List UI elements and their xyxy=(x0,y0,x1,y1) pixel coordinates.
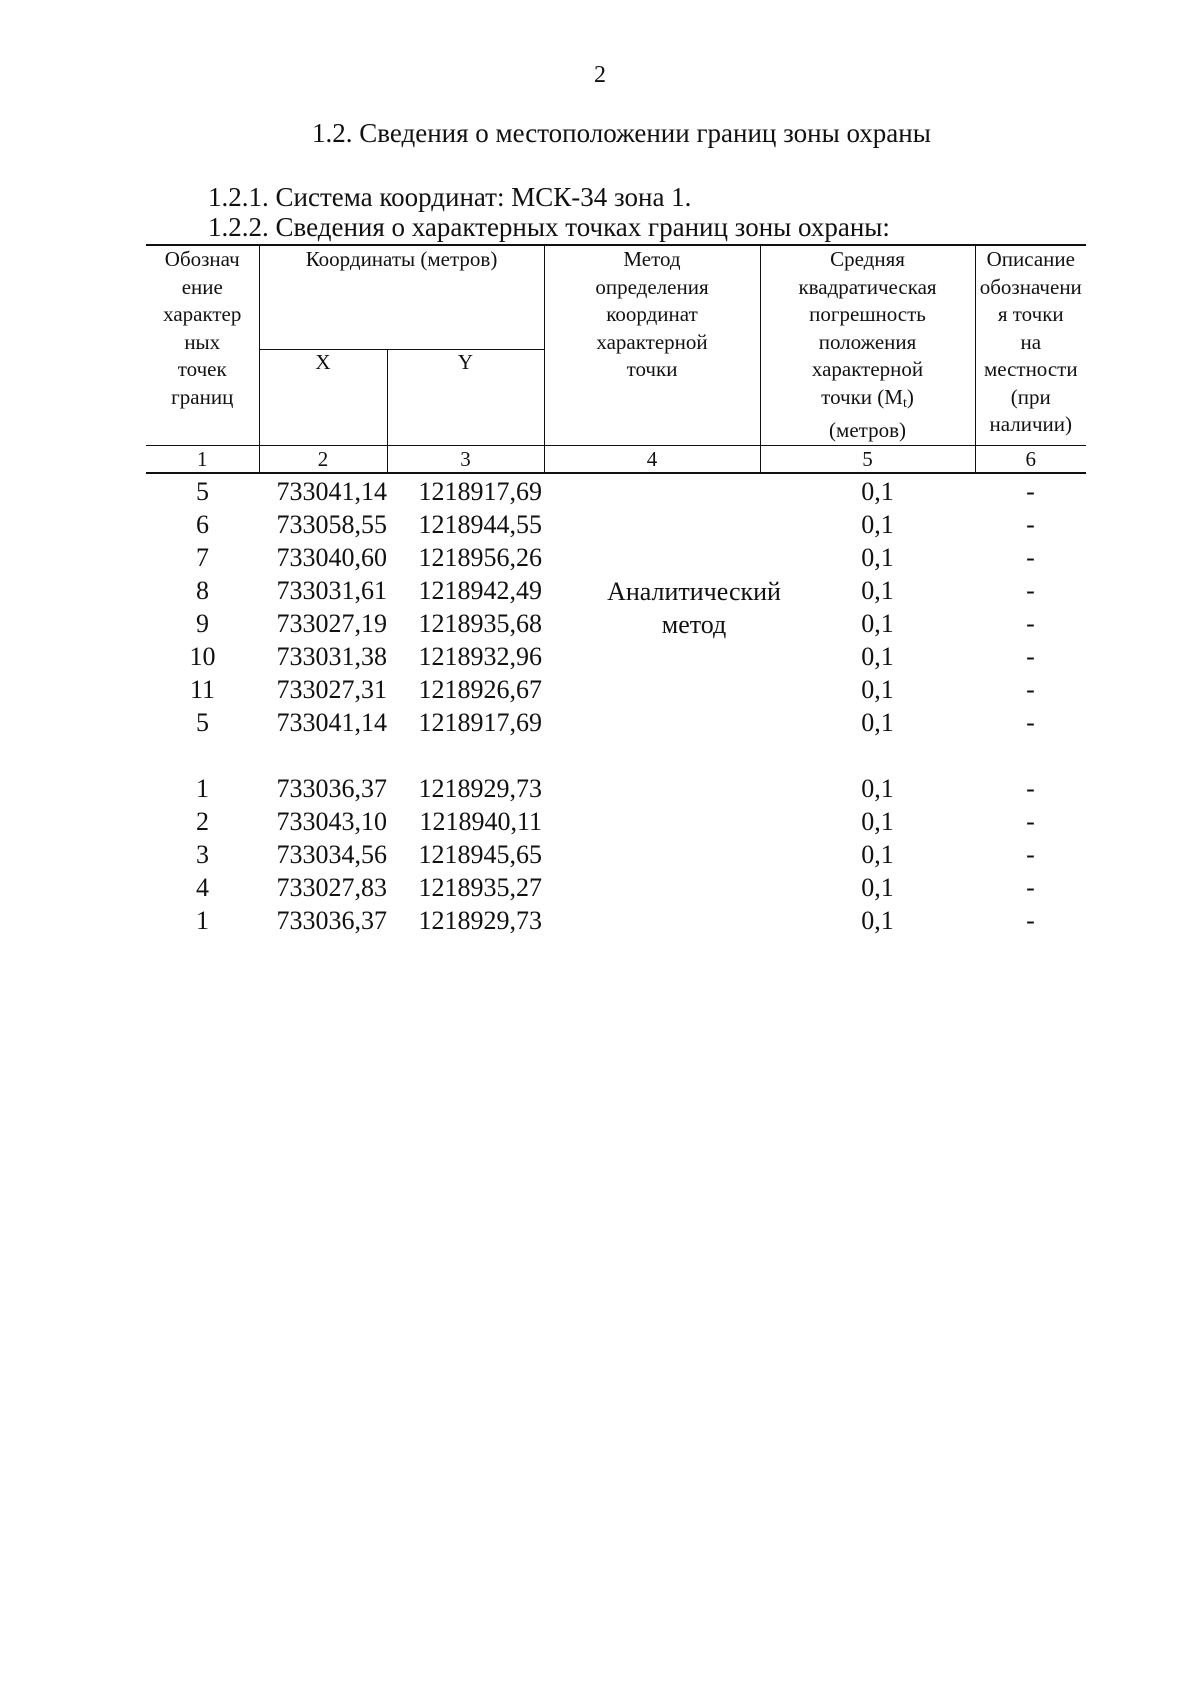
point-number: 5 xyxy=(196,708,209,737)
page-number: 2 xyxy=(594,62,606,88)
point-number: 1 xyxy=(196,906,209,935)
point-number: 4 xyxy=(196,873,209,902)
coord-x: 733027,31 xyxy=(276,675,387,704)
coord-y: 1218935,27 xyxy=(418,873,543,902)
point-description: - xyxy=(1026,675,1035,704)
coord-y: 1218956,26 xyxy=(418,543,543,572)
coord-x: 733058,55 xyxy=(276,510,387,539)
point-description: - xyxy=(1026,477,1035,506)
mean-square-error: 0,1 xyxy=(861,609,894,638)
point-description: - xyxy=(1026,642,1035,671)
mean-square-error: 0,1 xyxy=(861,807,894,836)
coord-y: 1218917,69 xyxy=(418,477,543,506)
coord-x: 733027,83 xyxy=(276,873,387,902)
coord-y: 1218926,67 xyxy=(418,675,543,704)
mean-square-error: 0,1 xyxy=(861,642,894,671)
header-x: X xyxy=(259,350,387,445)
mean-square-error: 0,1 xyxy=(861,774,894,803)
mean-square-error: 0,1 xyxy=(861,840,894,869)
table-row xyxy=(146,905,1086,938)
coord-x: 733031,61 xyxy=(276,576,387,605)
coord-y: 1218917,69 xyxy=(418,708,543,737)
table-row xyxy=(146,806,1086,839)
coord-x: 733040,60 xyxy=(276,543,387,572)
coord-x: 733036,37 xyxy=(276,774,387,803)
mean-square-error: 0,1 xyxy=(861,477,894,506)
point-number: 9 xyxy=(196,609,209,638)
point-number: 10 xyxy=(189,642,216,671)
coord-x: 733027,19 xyxy=(276,609,387,638)
table-row xyxy=(146,839,1086,872)
point-number: 3 xyxy=(196,840,209,869)
mean-square-error: 0,1 xyxy=(861,873,894,902)
points-heading: 1.2.2. Сведения о характерных точках границ зоны охраны: xyxy=(208,212,890,242)
point-number: 1 xyxy=(196,774,209,803)
coord-y: 1218929,73 xyxy=(418,906,543,935)
header-coordinates: Координаты (метров) xyxy=(259,245,544,350)
table-row xyxy=(146,473,1086,509)
header-method: Метод определения координат характерной точки xyxy=(544,245,760,445)
point-description: - xyxy=(1026,708,1035,737)
point-description: - xyxy=(1026,510,1035,539)
point-number: 11 xyxy=(189,675,216,704)
coordinate-system-line: 1.2.1. Система координат: МСК-34 зона 1. xyxy=(208,182,692,212)
header-designation: Обознач ение характер ных точек границ xyxy=(146,245,259,445)
point-number: 6 xyxy=(196,510,209,539)
point-description: - xyxy=(1026,576,1035,605)
mean-square-error: 0,1 xyxy=(861,543,894,572)
point-description: - xyxy=(1026,609,1035,638)
point-number: 2 xyxy=(196,807,209,836)
coord-x: 733031,38 xyxy=(276,642,387,671)
column-number: 1 xyxy=(146,445,259,473)
section-title: 1.2. Сведения о местоположении границ зоны охраны xyxy=(312,118,931,148)
coord-y: 1218942,49 xyxy=(418,576,543,605)
coord-y: 1218929,73 xyxy=(418,774,543,803)
point-description: - xyxy=(1026,774,1035,803)
coord-y: 1218935,68 xyxy=(418,609,543,638)
table-row xyxy=(146,872,1086,905)
header-y: Y xyxy=(387,350,544,445)
coord-x: 733036,37 xyxy=(276,906,387,935)
point-description: - xyxy=(1026,906,1035,935)
point-number: 7 xyxy=(196,543,209,572)
boundary-points-table xyxy=(146,244,1086,938)
coord-y: 1218940,11 xyxy=(419,807,543,836)
column-number: 4 xyxy=(544,445,760,473)
header-description: Описание обозначени я точки на местности (при наличии) xyxy=(975,245,1086,445)
coord-y: 1218945,65 xyxy=(418,840,543,869)
coord-x: 733034,56 xyxy=(276,840,387,869)
point-description: - xyxy=(1026,840,1035,869)
column-number: 2 xyxy=(259,445,387,473)
coord-y: 1218944,55 xyxy=(418,510,543,539)
column-number: 5 xyxy=(760,445,975,473)
table-spacer xyxy=(146,740,1086,773)
coord-x: 733043,10 xyxy=(276,807,387,836)
table-row xyxy=(146,773,1086,806)
point-description: - xyxy=(1026,807,1035,836)
column-number: 6 xyxy=(975,445,1086,473)
mean-square-error: 0,1 xyxy=(861,675,894,704)
mean-square-error: 0,1 xyxy=(861,708,894,737)
header-mean-square-error: Средняя квадратическая погрешность положения характерной точки (Mt) (метров) xyxy=(760,245,975,445)
point-number: 8 xyxy=(196,576,209,605)
point-description: - xyxy=(1026,543,1035,572)
coord-x: 733041,14 xyxy=(276,708,387,737)
point-description: - xyxy=(1026,873,1035,902)
coord-x: 733041,14 xyxy=(276,477,387,506)
mean-square-error: 0,1 xyxy=(861,510,894,539)
column-number: 3 xyxy=(387,445,544,473)
point-number: 5 xyxy=(196,477,209,506)
coord-y: 1218932,96 xyxy=(418,642,543,671)
method-cell: Аналитический метод xyxy=(607,576,781,639)
mean-square-error: 0,1 xyxy=(861,906,894,935)
mean-square-error: 0,1 xyxy=(861,576,894,605)
